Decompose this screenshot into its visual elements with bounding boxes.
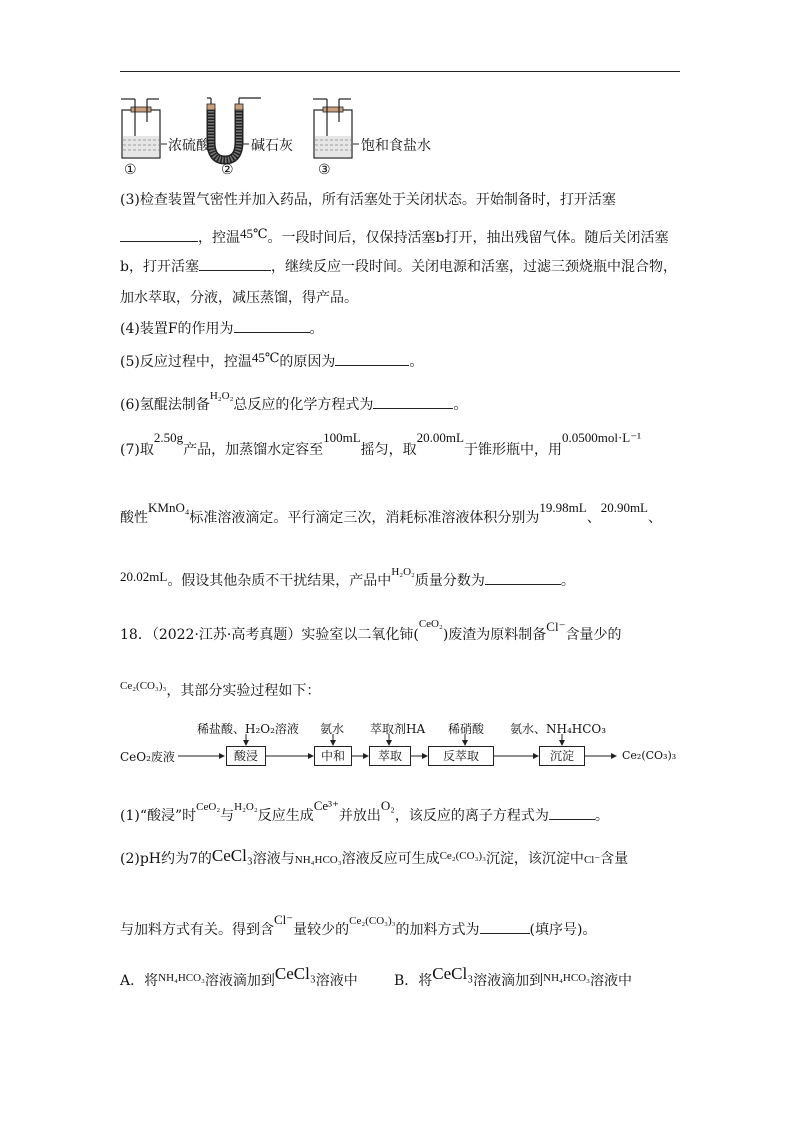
apparatus-label-2: 碱石灰 xyxy=(251,138,293,154)
answer-blank[interactable] xyxy=(485,570,561,585)
q18-2-line-2: 与加料方式有关。得到含Cl⁻量较少的$^{Ce_2(CO_3)_3}$的加料方式为 (填序号)。 xyxy=(120,912,597,938)
q3-line-3: b，打开活塞 ，继续反应一段时间。关闭电源和活塞，过滤三颈烧瓶中混合物， xyxy=(120,256,677,277)
flow-step-5: 沉淀 xyxy=(539,746,585,766)
answer-blank[interactable] xyxy=(373,394,453,409)
reagent-label-4: 稀硝酸 xyxy=(448,722,485,736)
reagent-label-5: 氨水、NH₄HCO₃ xyxy=(510,722,607,736)
wash-bottle-1-icon xyxy=(121,99,167,158)
option-b[interactable]: B．将CeCl₃溶液滴加到$^{NH_4HCO_3}$溶液中 xyxy=(394,964,632,989)
apparatus-figure xyxy=(115,94,475,174)
apparatus-number-2: ② xyxy=(221,162,234,178)
answer-blank[interactable] xyxy=(234,318,310,333)
answer-blank[interactable] xyxy=(480,919,530,934)
reagent-label-2: 氨水 xyxy=(320,722,345,736)
q3-line-2: ，控温45℃。一段时间后，仅保持活塞b打开，抽出残留气体。随后关闭活塞 xyxy=(120,224,669,248)
q6-line: (6)氢醌法制备$^{H_2O_2}$总反应的化学方程式为 。 xyxy=(120,390,468,413)
flow-step-2: 中和 xyxy=(314,746,352,766)
q3-line-1: (3)检查装置气密性并加入药品，所有活塞处于关闭状态。开始制备时，打开活塞 xyxy=(120,192,616,208)
wash-bottle-3-icon xyxy=(313,99,359,158)
q18-line-1: 18．（2022·江苏·高考真题）实验室以二氧化铈($^{CeO_2}$)废渣为原料制备Cl⁻含量少的 xyxy=(120,618,622,643)
q5-line: (5)反应过程中，控温45℃的原因为 。 xyxy=(120,350,424,370)
q7-line-3: 20.02mL。假设其他杂质不干扰结果，产品中$^{H_2O_2}$质量分数为 。 xyxy=(120,566,575,589)
q18-line-2: $^{Ce_2(CO_3)_3}$，其部分实验过程如下： xyxy=(120,680,321,699)
flow-step-4: 反萃取 xyxy=(428,746,494,766)
q7-line-1: (7)取2.50g产品，加蒸馏水定容至100mL摇匀，取20.00mL于锥形瓶中，用0.0500mol·L⁻¹ xyxy=(120,430,641,458)
answer-blank[interactable] xyxy=(335,351,409,366)
apparatus-label-1: 浓硫酸 xyxy=(168,138,210,154)
option-a[interactable]: A．将$^{NH_4HCO_3}$溶液滴加到CeCl₃溶液中 xyxy=(120,964,358,989)
apparatus-number-1: ① xyxy=(124,162,137,178)
header-rule xyxy=(120,71,680,72)
answer-blank[interactable] xyxy=(199,256,271,271)
flow-start: CeO₂废液 xyxy=(120,750,175,764)
flow-end: Ce₂(CO₃)₃ xyxy=(622,749,677,762)
q18-1-line: (1)“酸浸”时$^{CeO_2}$与$^{H_2O_2}$反应生成Ce³⁺并放出O₂，该反应的离子方程式为 。 xyxy=(120,798,609,824)
flow-step-1: 酸浸 xyxy=(226,746,266,766)
q3-line-4: 加水萃取，分液，减压蒸馏，得产品。 xyxy=(120,290,358,306)
q4-line: (4)装置F的作用为 。 xyxy=(120,318,324,339)
apparatus-label-3: 饱和食盐水 xyxy=(361,138,431,154)
answer-blank[interactable] xyxy=(120,227,198,242)
q7-line-2: 酸性KMnO₄标准溶液滴定。平行滴定三次，消耗标准溶液体积分别为19.98mL、20.90mL、 xyxy=(120,500,662,526)
apparatus-number-3: ③ xyxy=(318,162,331,178)
answer-blank[interactable] xyxy=(549,805,595,820)
reagent-label-1: 稀盐酸、H₂O₂溶液 xyxy=(197,722,299,736)
q18-2-line-1: (2)pH约为7的CeCl₃溶液与NH₄HCO₃溶液反应可生成$^{Ce_2(CO_3)_3}$沉淀，该沉淀中Cl⁻含量 xyxy=(120,846,629,867)
flow-step-3: 萃取 xyxy=(369,746,411,766)
reagent-label-3: 萃取剂HA xyxy=(370,722,426,736)
